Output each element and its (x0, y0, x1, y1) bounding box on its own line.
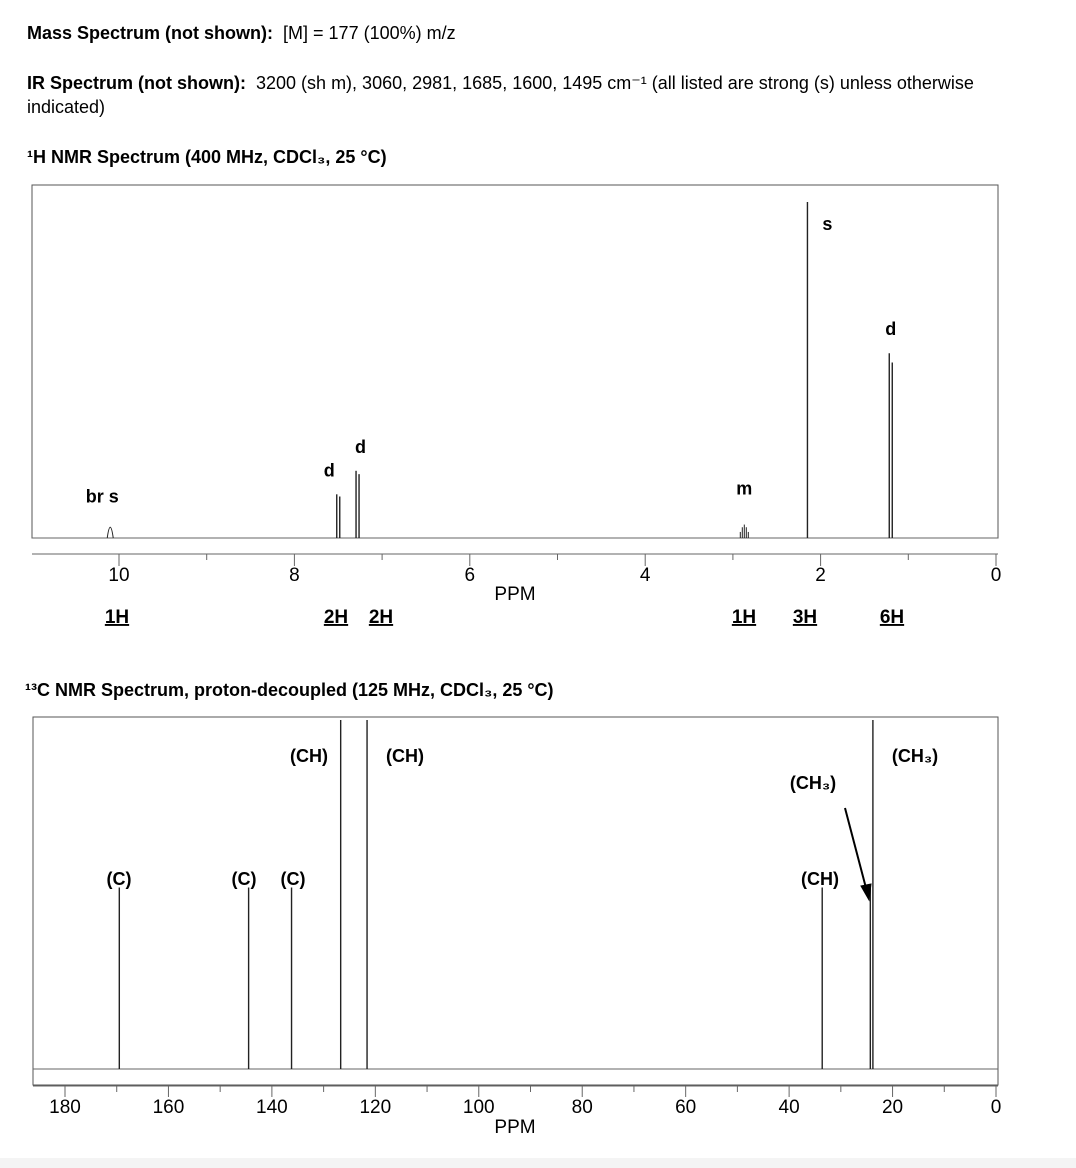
c-nmr-peak-label: (CH) (386, 746, 424, 766)
c-nmr-tick-label: 120 (359, 1097, 392, 1118)
h-nmr-peak (107, 527, 113, 538)
c-nmr-tick-label: 60 (675, 1097, 697, 1118)
h-nmr-multiplicity-label: s (822, 214, 833, 234)
c-nmr-peak-label: (CH₃) (789, 773, 837, 793)
bottom-band (0, 1158, 1076, 1168)
c-nmr-peak-label: (C) (280, 869, 306, 889)
c-nmr-xlabel: PPM (494, 1117, 536, 1138)
c-nmr-tick-label: 40 (778, 1097, 800, 1118)
c-nmr-tick-label: 160 (152, 1097, 185, 1118)
h-nmr-tick-label: 2 (815, 565, 826, 586)
h-nmr-integration: 2H (368, 607, 394, 628)
h-nmr-multiplicity-label: d (355, 436, 367, 457)
h-nmr-integration: 2H (323, 607, 349, 628)
h-nmr-integration: 1H (104, 607, 130, 628)
mass-spectrum-label: Mass Spectrum (not shown): (27, 23, 274, 43)
c-nmr-peak-label: (CH) (801, 869, 839, 889)
h-nmr-multiplicity-label: d (323, 460, 335, 481)
c-nmr-peak-label: (C) (231, 869, 257, 889)
c-nmr-tick-label: 140 (256, 1097, 288, 1118)
h-nmr-tick-label: 6 (464, 565, 476, 586)
h-nmr-multiplicity-label: d (885, 319, 897, 340)
c-nmr-arrow (845, 808, 866, 888)
h-nmr-tick-label: 10 (108, 565, 130, 586)
c-nmr-tick-label: 100 (462, 1097, 495, 1118)
mass-spectrum-value: [M] = 177 (100%) m/z (283, 23, 456, 43)
ir-spectrum-value: 3200 (sh m), 3060, 2981, 1685, 1600, 1495 cm⁻¹ (all listed are strong (s) unless otherwise indicated) (27, 73, 974, 117)
h-nmr-frame (32, 185, 998, 538)
h-nmr-xlabel: PPM (494, 584, 536, 605)
c-nmr-tick-label: 20 (881, 1097, 904, 1118)
h-nmr-integration: 3H (792, 607, 818, 628)
c-nmr-tick-label: 0 (990, 1097, 1002, 1118)
ir-spectrum-label: IR Spectrum (not shown): (27, 73, 246, 93)
c-nmr-frame (33, 717, 998, 1085)
c-nmr-peak-label: (CH₃) (891, 746, 939, 766)
h-nmr-tick-label: 4 (639, 565, 651, 586)
h-nmr-multiplicity-label: m (736, 478, 753, 499)
c-nmr-peak-label: (C) (106, 869, 132, 889)
c-nmr-peak-label: (CH) (290, 746, 328, 766)
c-nmr-title: ¹³C NMR Spectrum, proton-decoupled (125 MHz, CDCl₃, 25 °C) (25, 680, 554, 700)
h-nmr-integration: 1H (731, 607, 757, 628)
c-nmr-arrowhead (861, 884, 871, 900)
c-nmr-tick-label: 80 (571, 1097, 593, 1118)
h-nmr-integration: 6H (879, 607, 905, 628)
h-nmr-tick-label: 0 (990, 565, 1002, 586)
h-nmr-multiplicity-label: br s (85, 486, 119, 507)
c-nmr-tick-label: 180 (49, 1097, 81, 1118)
h-nmr-title: ¹H NMR Spectrum (400 MHz, CDCl₃, 25 °C) (27, 147, 387, 167)
h-nmr-tick-label: 8 (289, 565, 300, 586)
